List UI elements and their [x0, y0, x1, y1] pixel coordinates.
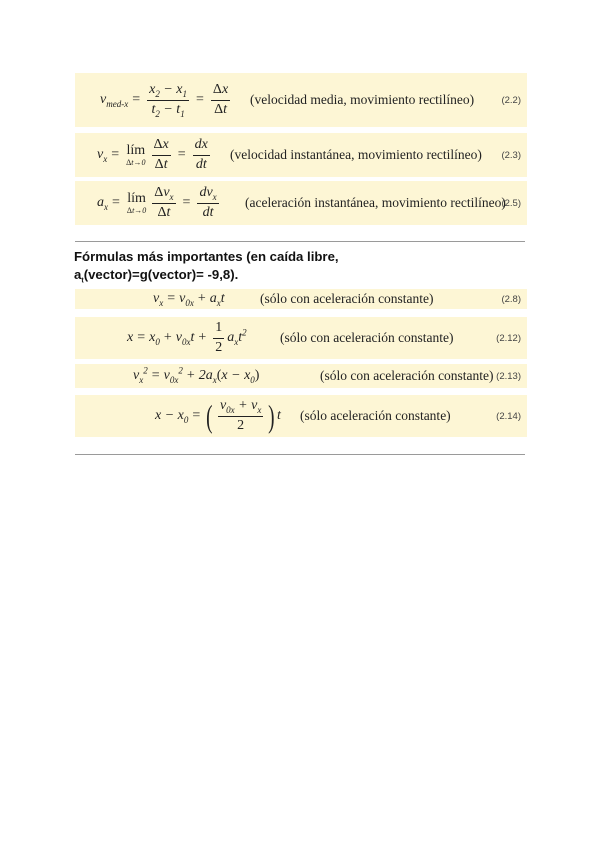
- formula-description: (sólo aceleración constante): [300, 408, 451, 423]
- formula-displacement-average: $x - x_0$ = ( $\frac{v_{0x} + v_x}{2}$ ) t: [155, 397, 281, 434]
- formula-description: (velocidad instantánea, movimiento rectilíneo): [230, 147, 482, 162]
- formula-description: (velocidad media, movimiento rectilíneo): [250, 92, 475, 107]
- heading-line-2: $a_t(vector)=g(vector)= -9,8$).: [74, 267, 239, 285]
- formula-box-2-5: [75, 181, 527, 225]
- equation-number: (2.8): [501, 293, 521, 305]
- formula-box-2-12: [75, 317, 527, 359]
- divider: [75, 241, 525, 242]
- formula-position-constant-acceleration: x = $x_0$ + $v_{0x}t$ + $\frac{1}{2}$ $a_xt^2$: [127, 319, 247, 355]
- equation-number: (2.14): [496, 410, 521, 422]
- equation-number: (2.3): [501, 149, 521, 161]
- formula-description: (sólo con aceleración constante): [260, 291, 434, 306]
- equation-number: (2.2): [501, 94, 521, 106]
- formula-description: (sólo con aceleración constante): [320, 368, 494, 383]
- formula-box-2-8: [75, 289, 527, 309]
- formula-velocity-squared: $v_x^2$ = $v_{0x}^2$ + $2a_x(x - x_0)$: [133, 365, 260, 385]
- formula-instantaneous-acceleration: $a_x$ = lím Δt→0 $\frac{\Delta v_x}{\Delta t}$ = $\frac{dv_x}{dt}$: [97, 184, 217, 220]
- equation-number: (2.12): [496, 332, 521, 344]
- formula-description: (aceleración instantánea, movimiento rectilíneo): [245, 195, 506, 210]
- formula-box-2-3: [75, 133, 527, 177]
- equation-number: (2.5): [501, 197, 521, 209]
- formula-box-2-14: [75, 395, 527, 437]
- equation-number: (2.13): [496, 370, 521, 382]
- divider: [75, 454, 525, 455]
- formula-description: (sólo con aceleración constante): [280, 330, 454, 345]
- formula-average-velocity: $v_{med-x}$ = $\frac{x_2 - x_1}{t_2 - t_1}$ = $\frac{\Delta x}{\Delta t}$: [100, 81, 229, 119]
- formula-velocity-constant-acceleration: $v_x$ = $v_{0x}$ + $a_xt$: [153, 291, 225, 308]
- formula-box-2-13: [75, 364, 527, 388]
- section-heading: [74, 248, 339, 284]
- formula-instantaneous-velocity: $v_x$ = lím Δt→0 $\frac{\Delta x}{\Delta t}$ = $\frac{dx}{dt}$: [97, 136, 208, 172]
- formula-box-2-2: [75, 73, 527, 127]
- heading-line-1: Fórmulas más importantes (en caída libre,: [74, 249, 339, 264]
